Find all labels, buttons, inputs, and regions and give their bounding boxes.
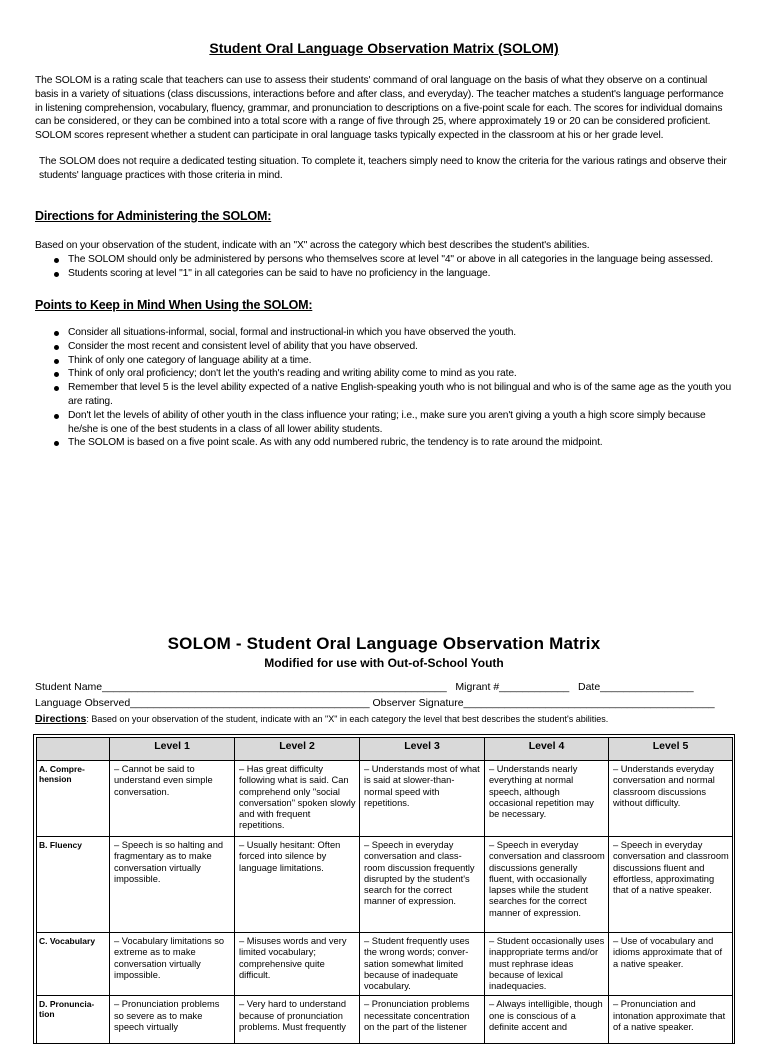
matrix-header-cell: Level 4 xyxy=(485,738,609,761)
points-bullet-list xyxy=(52,326,732,450)
solom-subtitle: Modified for use with Out-of-School Youth xyxy=(264,656,504,670)
directions-heading: Directions for Administering the SOLOM: xyxy=(35,209,272,223)
student-name-line: Student Name___________________________________________________________ Migrant #____________ Date________________ xyxy=(35,681,694,693)
list-item: Think of only one category of language ability at a time. xyxy=(52,354,732,368)
matrix-header-cell: Level 3 xyxy=(360,738,485,761)
level-cell[interactable]: – Understands everyday conversation and normal classroom discussions without difficulty. xyxy=(609,761,733,837)
points-heading: Points to Keep in Mind When Using the SOLOM: xyxy=(35,298,313,312)
level-cell[interactable]: – Understands most of what is said at slower-than-normal speed with repetitions. xyxy=(360,761,485,837)
level-cell[interactable]: – Student occasionally uses inappropriate terms and/or must rephrase ideas because of lexical inadequacies. xyxy=(485,933,609,996)
solom-matrix-table xyxy=(36,737,733,1044)
solom-title: SOLOM - Student Oral Language Observation Matrix xyxy=(167,634,601,653)
level-cell[interactable]: – Misuses words and very limited vocabulary; comprehensive quite difficult. xyxy=(235,933,360,996)
level-cell[interactable]: – Speech in everyday conversation and classroom discussions fluent and effortless, approximating that of a native speaker. xyxy=(609,837,733,933)
matrix-header-row xyxy=(37,738,733,761)
matrix-header-cell: Level 5 xyxy=(609,738,733,761)
category-cell: B. Fluency xyxy=(37,837,110,933)
level-cell[interactable]: – Usually hesitant: Often forced into silence by language limitations. xyxy=(235,837,360,933)
level-cell[interactable]: – Cannot be said to understand even simple conversation. xyxy=(110,761,235,837)
level-cell[interactable]: – Always intelligible, though one is conscious of a definite accent and xyxy=(485,996,609,1044)
list-item: Remember that level 5 is the level ability expected of a native English-speaking youth who is not bilingual and who is of the same age as the youth you are rating. xyxy=(52,381,732,409)
table-row xyxy=(37,933,733,996)
solom-matrix-frame xyxy=(33,734,735,1044)
table-row xyxy=(37,837,733,933)
list-item: Consider all situations-informal, social, formal and instructional-in which you have observed the youth. xyxy=(52,326,732,340)
level-cell[interactable]: – Very hard to understand because of pronunciation problems. Must frequently xyxy=(235,996,360,1044)
level-cell[interactable]: – Speech in everyday conversation and class-room discussion frequently disrupted by the student's search for the correct manner of expression. xyxy=(360,837,485,933)
table-row xyxy=(37,761,733,837)
directions-label: Directions xyxy=(35,713,87,725)
directions-text: : Based on your observation of the student, indicate with an "X" in each category the level that best describes the student's abilities. xyxy=(86,714,609,724)
list-item: Think of only oral proficiency; don't let the youth's reading and writing ability come to mind as you rate. xyxy=(52,367,732,381)
level-cell[interactable]: – Speech in everyday conversation and classroom discussions generally fluent, with occasionally lapses while the student searches for the correct manner of expression. xyxy=(485,837,609,933)
list-item: Don't let the levels of ability of other youth in the class influence your rating; i.e., make sure you aren't giving a youth a high score simply because he/she is one of the best students in a class of all lower ability students. xyxy=(52,409,732,437)
level-cell[interactable]: – Pronunciation and intonation approximate that of a native speaker. xyxy=(609,996,733,1044)
list-item: The SOLOM should only be administered by persons who themselves score at level "4" or above in all categories in the language being assessed. xyxy=(52,253,732,267)
matrix-header-cell xyxy=(37,738,110,761)
level-cell[interactable]: – Has great difficulty following what is said. Can comprehend only "social conversation" spoken slowly and with frequent repetitions. xyxy=(235,761,360,837)
intro-paragraph-2: The SOLOM does not require a dedicated testing situation. To complete it, teachers simply need to know the criteria for the various ratings and observe their students' language practices with those criteria in mind. xyxy=(39,156,727,181)
matrix-header-cell: Level 2 xyxy=(235,738,360,761)
intro-paragraph-1: The SOLOM is a rating scale that teachers can use to assess their students' command of oral language on the basis of what they observe on a continual basis in a variety of situations (class discussions, interactions before and after class, and everyday). The teacher matches a student's language performance in listening comprehension, vocabulary, fluency, grammar, and pronunciation to descriptions on a five-point scale for each. The scores for individual domains can be considered, or they can be combined into a total score with a range of five through 25, where approximately 19 or 20 can be considered proficient. SOLOM scores represent whether a student can participate in oral language tasks typically expected in the classroom at his or her grade level. xyxy=(35,75,724,142)
list-item: Students scoring at level "1" in all categories can be said to have no proficiency in the language. xyxy=(52,267,732,281)
category-cell: A. Compre-hension xyxy=(37,761,110,837)
level-cell[interactable]: – Speech is so halting and fragmentary as to make conversation virtually impossible. xyxy=(110,837,235,933)
list-item: The SOLOM is based on a five point scale. As with any odd numbered rubric, the tendency is to rate around the midpoint. xyxy=(52,436,732,450)
document-title: Student Oral Language Observation Matrix (SOLOM) xyxy=(209,40,559,56)
table-row xyxy=(37,996,733,1044)
category-cell: C. Vocabulary xyxy=(37,933,110,996)
level-cell[interactable]: – Pronunciation problems so severe as to make speech virtually xyxy=(110,996,235,1044)
level-cell[interactable]: – Understands nearly everything at normal speech, although occasional repetition may be necessary. xyxy=(485,761,609,837)
language-observed-line: Language Observed_________________________________________ Observer Signature___________________________________________ xyxy=(35,697,715,709)
list-item: Consider the most recent and consistent level of ability that you have observed. xyxy=(52,340,732,354)
level-cell[interactable]: – Pronunciation problems necessitate concentration on the part of the listener xyxy=(360,996,485,1044)
level-cell[interactable]: – Student frequently uses the wrong words; conver-sation somewhat limited because of inadequate vocabulary. xyxy=(360,933,485,996)
matrix-directions xyxy=(35,713,608,725)
level-cell[interactable]: – Vocabulary limitations so extreme as to make conversation virtually impossible. xyxy=(110,933,235,996)
directions-bullet-list xyxy=(52,253,732,281)
directions-text: Based on your observation of the student, indicate with an "X" across the category which best describes the student's abilities. xyxy=(35,240,590,251)
level-cell[interactable]: – Use of vocabulary and idioms approximate that of a native speaker. xyxy=(609,933,733,996)
category-cell: D. Pronuncia-tion xyxy=(37,996,110,1044)
matrix-header-cell: Level 1 xyxy=(110,738,235,761)
